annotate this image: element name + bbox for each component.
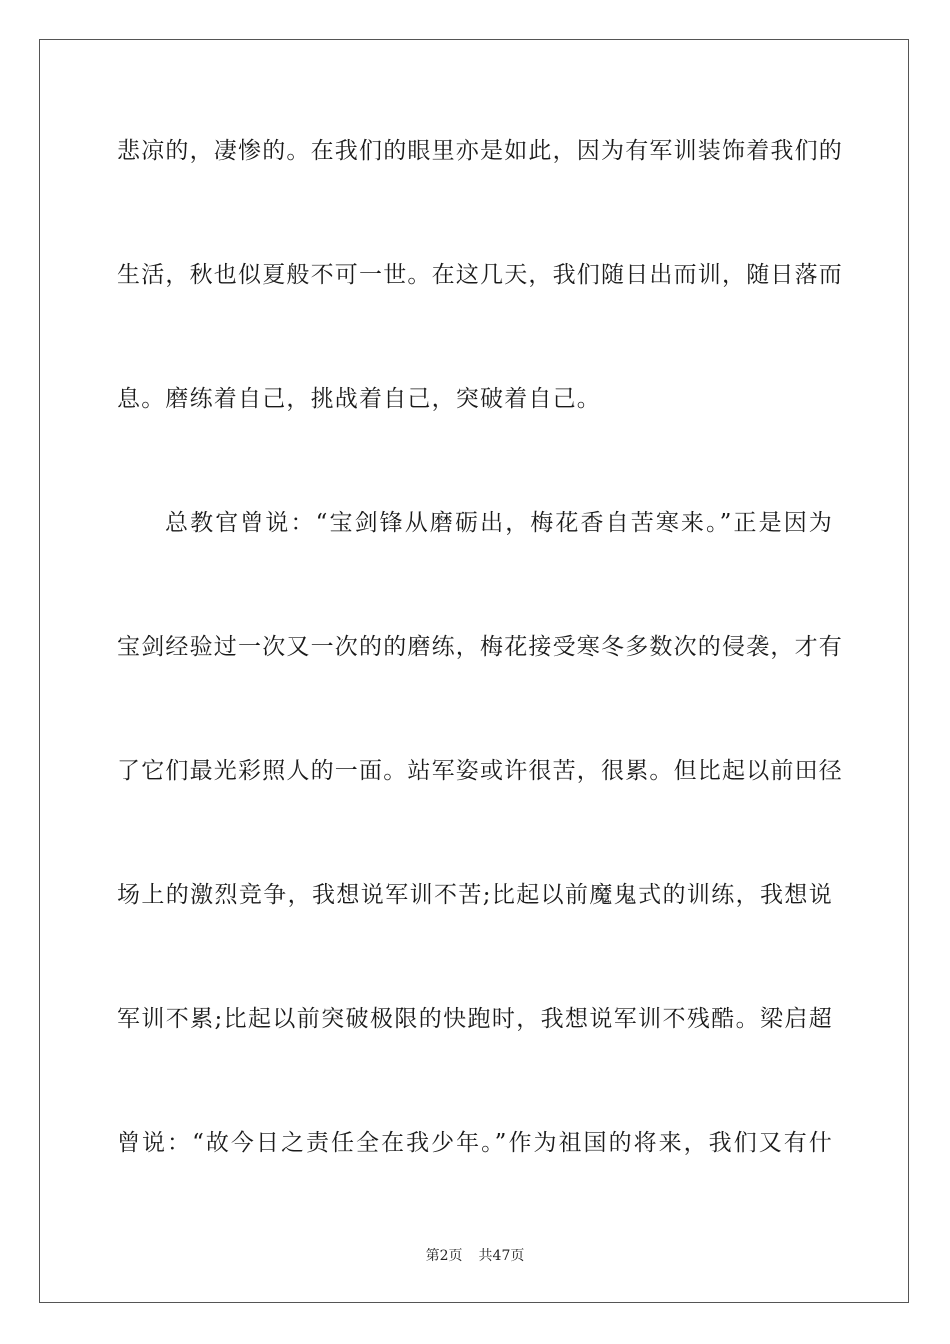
body-text-line: 悲凉的，凄惨的。在我们的眼里亦是如此，因为有军训装饰着我们的 (117, 138, 843, 164)
page-total: 共47页 (478, 1248, 525, 1264)
paragraph-first-line: 总教官曾说：“宝剑锋从磨砺出，梅花香自苦寒来。”正是因为 (165, 510, 833, 536)
body-text-line: 生活，秋也似夏般不可一世。在这几天，我们随日出而训，随日落而 (117, 262, 843, 288)
body-text-line: 宝剑经验过一次又一次的的磨练，梅花接受寒冬多数次的侵袭，才有 (117, 634, 843, 660)
body-text-line: 了它们最光彩照人的一面。站军姿或许很苦，很累。但比起以前田径 (117, 758, 843, 784)
body-text-line: 息。磨练着自己，挑战着自己，突破着自己。 (117, 386, 601, 412)
page-number: 第2页 (425, 1248, 463, 1264)
body-text-line: 军训不累;比起以前突破极限的快跑时，我想说军训不残酷。梁启超 (117, 1006, 833, 1032)
page-border (39, 39, 909, 1303)
body-text-line: 场上的激烈竞争，我想说军训不苦;比起以前魔鬼式的训练，我想说 (117, 882, 833, 908)
page-footer (0, 1246, 950, 1266)
body-text-line: 曾说：“故今日之责任全在我少年。”作为祖国的将来，我们又有什 (117, 1130, 833, 1156)
